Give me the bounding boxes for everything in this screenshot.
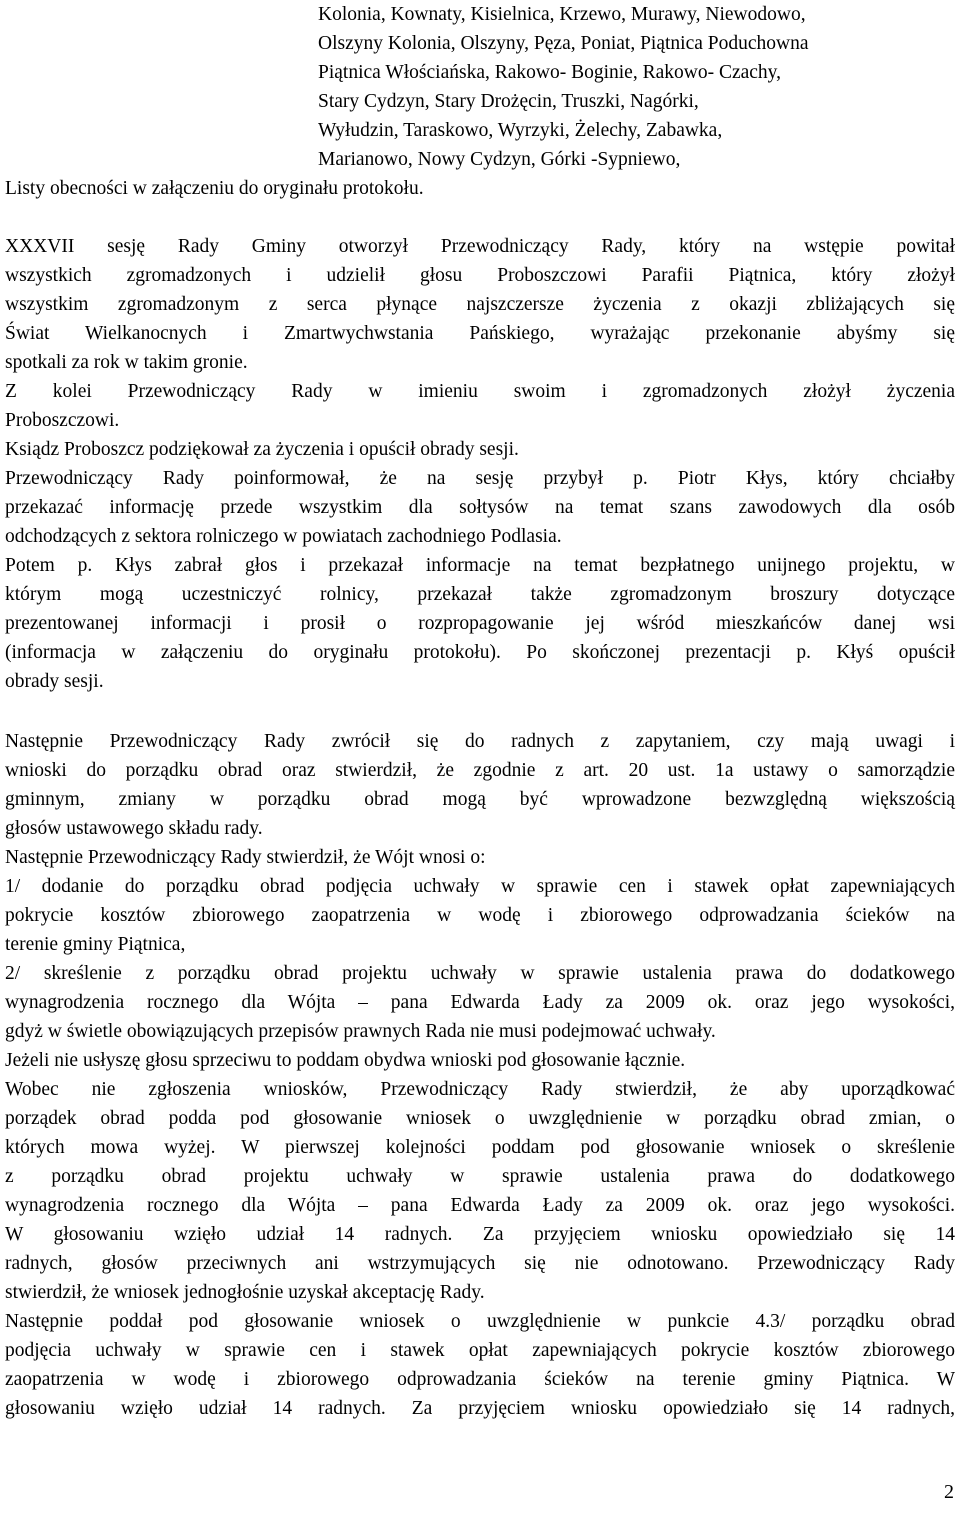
- text-line: (informacja w załączeniu do oryginału protokołu). Po skończonej prezentacji p. Kłyś opuścił: [5, 642, 955, 663]
- text-line: gminnym, zmiany w porządku obrad mogą być wprowadzone bezwzględną większością: [5, 789, 955, 810]
- opening-section: [5, 232, 955, 696]
- text-line: Jeżeli nie usłyszę głosu sprzeciwu to poddam obydwa wnioski pod głosowanie łącznie.: [5, 1050, 686, 1071]
- paragraph-gap: [5, 696, 955, 727]
- text-line: wynagrodzenia rocznego dla Wójta – pana Edwarda Łady za 2009 ok. oraz jego wysokości,: [5, 992, 955, 1013]
- paragraph-gap: [5, 203, 955, 232]
- text-line: których mowa wyżej. W pierwszej kolejności poddam pod głosowanie wniosek o skreślenie: [5, 1137, 955, 1158]
- text-line: przekazać informację przede wszystkim dla sołtysów na temat szans zawodowych dla osób: [5, 497, 955, 518]
- village-line: Piątnica Włościańska, Rakowo- Boginie, Rakowo- Czachy,: [318, 62, 782, 83]
- text-line: Następnie poddał pod głosowanie wniosek o uwzględnienie w punkcie 4.3/ porządku obrad: [5, 1311, 955, 1332]
- village-line: Kolonia, Kownaty, Kisielnica, Krzewo, Murawy, Niewodowo,: [318, 4, 806, 25]
- text-line: stwierdził, że wniosek jednogłośnie uzyskał akceptację Rady.: [5, 1282, 485, 1303]
- village-list: [318, 0, 955, 174]
- text-line: pokrycie kosztów zbiorowego zaopatrzenia w wodę i zbiorowego odprowadzania ścieków na: [5, 905, 955, 926]
- text-line: zaopatrzenia w wodę i zbiorowego odprowadzania ścieków na terenie gminy Piątnica. W: [5, 1369, 955, 1390]
- text-line: Przewodniczący Rady poinformował, że na sesję przybył p. Piotr Kłys, który chciałby: [5, 468, 955, 489]
- village-line: Wyłudzin, Taraskowo, Wyrzyki, Żelechy, Zabawka,: [318, 120, 723, 141]
- text-line: podjęcia uchwały w sprawie cen i stawek opłat zapewniających pokrycie kosztów zbiorowego: [5, 1340, 955, 1361]
- village-line: Stary Cydzyn, Stary Drożęcin, Truszki, Nagórki,: [318, 91, 699, 112]
- text-line: Świat Wielkanocnych i Zmartwychwstania Pańskiego, wyrażając przekonanie abyśmy się: [5, 323, 955, 344]
- text-line: wszystkich zgromadzonych i udzielił głosu Proboszczowi Parafii Piątnica, który złożył: [5, 265, 955, 286]
- document-page: [5, 0, 955, 1423]
- text-line: XXXVII sesję Rady Gminy otworzył Przewodniczący Rady, który na wstępie powitał: [5, 236, 955, 257]
- text-line: z porządku obrad projektu uchwały w sprawie ustalenia prawa do dodatkowego: [5, 1166, 955, 1187]
- text-line: terenie gminy Piątnica,: [5, 934, 186, 955]
- text-line: wynagrodzenia rocznego dla Wójta – pana Edwarda Łady za 2009 ok. oraz jego wysokości.: [5, 1195, 955, 1216]
- text-line: radnych, głosów przeciwnych ani wstrzymujących się nie odnotowano. Przewodniczący Rady: [5, 1253, 955, 1274]
- agenda-section: [5, 727, 955, 1423]
- text-line: gdyż w świetle obowiązujących przepisów prawnych Rada nie musi podejmować uchwały.: [5, 1021, 716, 1042]
- text-line: Z kolei Przewodniczący Rady w imieniu swoim i zgromadzonych złożył życzenia: [5, 381, 955, 402]
- text-line: głosowaniu wzięło udział 14 radnych. Za przyjęciem wniosku opowiedziało się 14 radnych,: [5, 1398, 955, 1419]
- text-line: prezentowanej informacji i prosił o rozpropagowanie jej wśród mieszkańców danej wsi: [5, 613, 955, 634]
- text-line: W głosowaniu wzięło udział 14 radnych. Za przyjęciem wniosku opowiedziało się 14: [5, 1224, 955, 1245]
- text-line: Wobec nie zgłoszenia wniosków, Przewodniczący Rady stwierdził, że aby uporządkować: [5, 1079, 955, 1100]
- text-line: obrady sesji.: [5, 671, 104, 692]
- text-line: 1/ dodanie do porządku obrad podjęcia uchwały w sprawie cen i stawek opłat zapewniających: [5, 876, 955, 897]
- text-line: spotkali za rok w takim gronie.: [5, 352, 248, 373]
- text-line: odchodzących z sektora rolniczego w powiatach zachodniego Podlasia.: [5, 526, 562, 547]
- text-line: Następnie Przewodniczący Rady stwierdził, że Wójt wnosi o:: [5, 847, 486, 868]
- village-line: Marianowo, Nowy Cydzyn, Górki -Sypniewo,: [318, 149, 681, 170]
- text-line: Potem p. Kłys zabrał głos i przekazał informacje na temat bezpłatnego unijnego projektu, w: [5, 555, 955, 576]
- text-line: porządek obrad podda pod głosowanie wniosek o uwzględnienie w porządku obrad zmian, o: [5, 1108, 955, 1129]
- text-line: którym mogą uczestniczyć rolnicy, przekazał także zgromadzonym broszury dotyczące: [5, 584, 955, 605]
- village-line: Olszyny Kolonia, Olszyny, Pęza, Poniat, Piątnica Poduchowna: [318, 33, 809, 54]
- attendance-note: Listy obecności w załączeniu do oryginału protokołu.: [5, 178, 424, 199]
- text-line: Następnie Przewodniczący Rady zwrócił się do radnych z zapytaniem, czy mają uwagi i: [5, 731, 955, 752]
- text-line: głosów ustawowego składu rady.: [5, 818, 263, 839]
- text-line: Ksiądz Proboszcz podziękował za życzenia i opuścił obrady sesji.: [5, 439, 519, 460]
- text-line: wszystkim zgromadzonym z serca płynące najszczersze życzenia z okazji zbliżających się: [5, 294, 955, 315]
- page-number: 2: [944, 1481, 954, 1503]
- text-line: Proboszczowi.: [5, 410, 120, 431]
- text-line: wnioski do porządku obrad oraz stwierdził, że zgodnie z art. 20 ust. 1a ustawy o samorządzie: [5, 760, 955, 781]
- text-line: 2/ skreślenie z porządku obrad projektu uchwały w sprawie ustalenia prawa do dodatkowego: [5, 963, 955, 984]
